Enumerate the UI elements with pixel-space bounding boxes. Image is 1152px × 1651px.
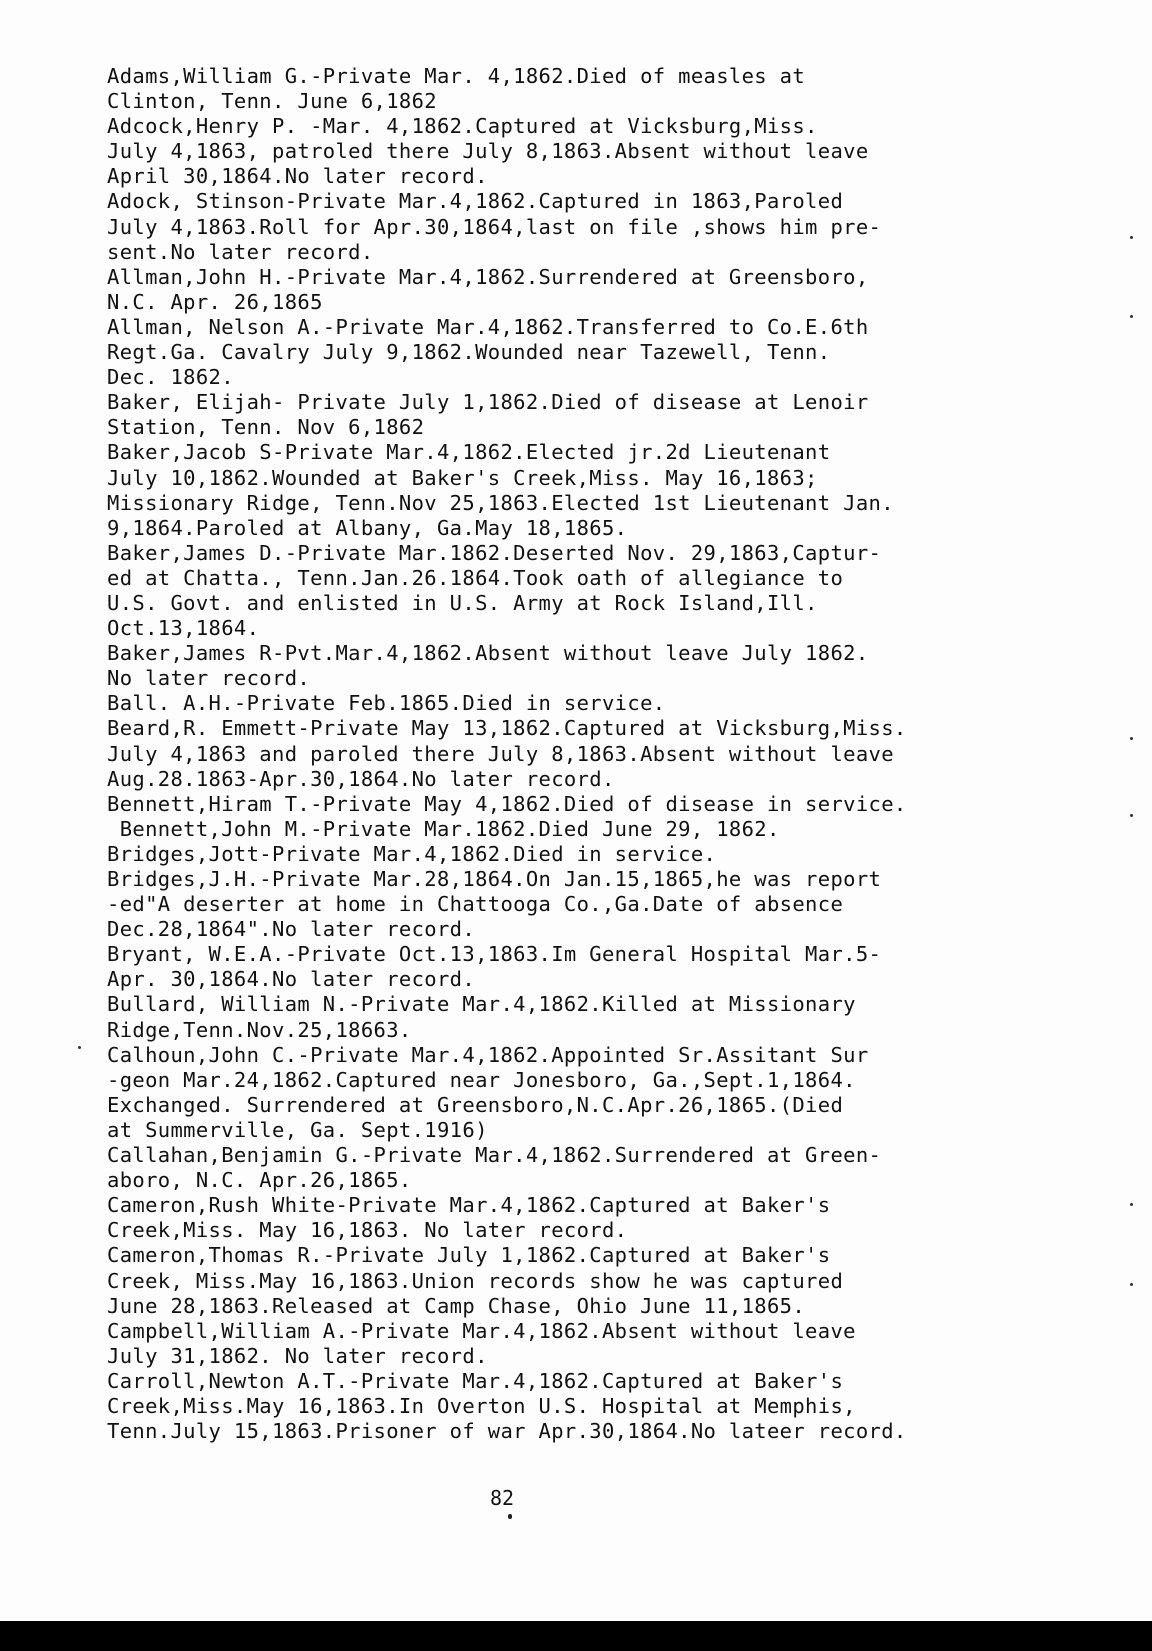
text-line: Carroll,Newton A.T.-Private Mar.4,1862.Captured at Baker's <box>107 1368 844 1393</box>
text-line: Cameron,Thomas R.-Private July 1,1862.Captured at Baker's <box>107 1243 831 1268</box>
text-line: Allman,John H.-Private Mar.4,1862.Surrendered at Greensboro, <box>107 264 869 289</box>
text-line: July 10,1862.Wounded at Baker's Creek,Miss. May 16,1863; <box>107 465 818 490</box>
text-line: aboro, N.C. Apr.26,1865. <box>107 1168 412 1193</box>
text-line: Clinton, Tenn. June 6,1862 <box>107 89 437 114</box>
text-line: Creek,Miss. May 16,1863. No later record. <box>107 1218 628 1243</box>
scan-mark <box>508 1514 512 1519</box>
text-line: ed at Chatta., Tenn.Jan.26.1864.Took oath of allegiance to <box>107 565 844 590</box>
scan-border <box>0 1621 1152 1651</box>
text-line: Regt.Ga. Cavalry July 9,1862.Wounded near Tazewell, Tenn. <box>107 340 831 365</box>
text-line: July 4,1863.Roll for Apr.30,1864,last on file ,shows him pre- <box>107 214 882 239</box>
text-line: Adcock,Henry P. -Mar. 4,1862.Captured at Vicksburg,Miss. <box>107 114 818 139</box>
scan-speck <box>1130 236 1133 239</box>
scan-speck <box>1130 1203 1133 1206</box>
text-line: July 31,1862. No later record. <box>107 1343 488 1368</box>
text-line: Ridge,Tenn.Nov.25,18663. <box>107 1017 412 1042</box>
text-line: Allman, Nelson A.-Private Mar.4,1862.Transferred to Co.E.6th <box>107 314 869 339</box>
text-line: 9,1864.Paroled at Albany, Ga.May 18,1865. <box>107 515 628 540</box>
text-line: Baker,James R-Pvt.Mar.4,1862.Absent without leave July 1862. <box>107 641 869 666</box>
text-line: Calhoun,John C.-Private Mar.4,1862.Appointed Sr.Assitant Sur <box>107 1042 869 1067</box>
text-line: Baker,Jacob S-Private Mar.4,1862.Elected jr.2d Lieutenant <box>107 440 831 465</box>
text-line: at Summerville, Ga. Sept.1916) <box>107 1117 488 1142</box>
text-line: Ball. A.H.-Private Feb.1865.Died in service. <box>107 691 666 716</box>
text-line: Bennett,Hiram T.-Private May 4,1862.Died of disease in service. <box>107 791 907 816</box>
text-line: -geon Mar.24,1862.Captured near Jonesboro, Ga.,Sept.1,1864. <box>107 1067 856 1092</box>
text-line: No later record. <box>107 666 311 691</box>
text-line: Exchanged. Surrendered at Greensboro,N.C.Apr.26,1865.(Died <box>107 1092 844 1117</box>
text-line: Bridges,J.H.-Private Mar.28,1864.On Jan.15,1865,he was report <box>107 867 882 891</box>
text-line: Adams,William G.-Private Mar. 4,1862.Died of measles at <box>107 64 806 88</box>
text-line: April 30,1864.No later record. <box>107 164 488 189</box>
text-line: Station, Tenn. Nov 6,1862 <box>107 415 425 440</box>
text-line: July 4,1863, patroled there July 8,1863.Absent without leave <box>107 139 869 164</box>
text-line: Creek, Miss.May 16,1863.Union records show he was captured <box>107 1268 844 1293</box>
scan-speck <box>1130 315 1133 318</box>
text-line: Cameron,Rush White-Private Mar.4,1862.Captured at Baker's <box>107 1193 831 1218</box>
text-line: July 4,1863 and paroled there July 8,1863.Absent without leave <box>107 741 894 766</box>
text-line: Oct.13,1864. <box>107 616 260 641</box>
text-line: Baker, Elijah- Private July 1,1862.Died of disease at Lenoir <box>107 390 869 415</box>
text-line: Bennett,John M.-Private Mar.1862.Died June 29, 1862. <box>107 816 780 841</box>
text-line: sent.No later record. <box>107 239 374 264</box>
scan-speck <box>78 1046 81 1049</box>
text-line: Bullard, William N.-Private Mar.4,1862.Killed at Missionary <box>107 992 856 1017</box>
page-number: 82 <box>490 1486 515 1510</box>
text-line: Callahan,Benjamin G.-Private Mar.4,1862.Surrendered at Green- <box>107 1143 882 1168</box>
text-line: U.S. Govt. and enlisted in U.S. Army at Rock Island,Ill. <box>107 590 818 615</box>
text-line: Bridges,Jott-Private Mar.4,1862.Died in service. <box>107 841 717 866</box>
text-line: Baker,James D.-Private Mar.1862.Deserted Nov. 29,1863,Captur- <box>107 540 882 565</box>
text-line: Beard,R. Emmett-Private May 13,1862.Captured at Vicksburg,Miss. <box>107 716 907 741</box>
scan-speck <box>1130 737 1133 740</box>
text-line: Bryant, W.E.A.-Private Oct.13,1863.Im General Hospital Mar.5- <box>107 942 882 967</box>
text-line: Tenn.July 15,1863.Prisoner of war Apr.30,1864.No lateer record. <box>107 1419 907 1444</box>
text-line: Creek,Miss.May 16,1863.In Overton U.S. Hospital at Memphis, <box>107 1393 856 1418</box>
text-line: June 28,1863.Released at Camp Chase, Ohio June 11,1865. <box>107 1293 806 1318</box>
text-line: Aug.28.1863-Apr.30,1864.No later record. <box>107 766 615 791</box>
text-line: Dec. 1862. <box>107 365 234 390</box>
roster-text <box>107 64 1117 1444</box>
text-line: Campbell,William A.-Private Mar.4,1862.Absent without leave <box>107 1318 856 1343</box>
text-line: Dec.28,1864".No later record. <box>107 917 476 942</box>
text-line: Apr. 30,1864.No later record. <box>107 967 476 992</box>
scan-speck <box>1130 1283 1133 1286</box>
text-line: Missionary Ridge, Tenn.Nov 25,1863.Elected 1st Lieutenant Jan. <box>107 490 894 515</box>
scan-speck <box>1130 814 1133 817</box>
text-line: N.C. Apr. 26,1865 <box>107 289 323 314</box>
text-line: Adock, Stinson-Private Mar.4,1862.Captured in 1863,Paroled <box>107 189 844 214</box>
text-line: -ed"A deserter at home in Chattooga Co.,Ga.Date of absence <box>107 892 844 917</box>
